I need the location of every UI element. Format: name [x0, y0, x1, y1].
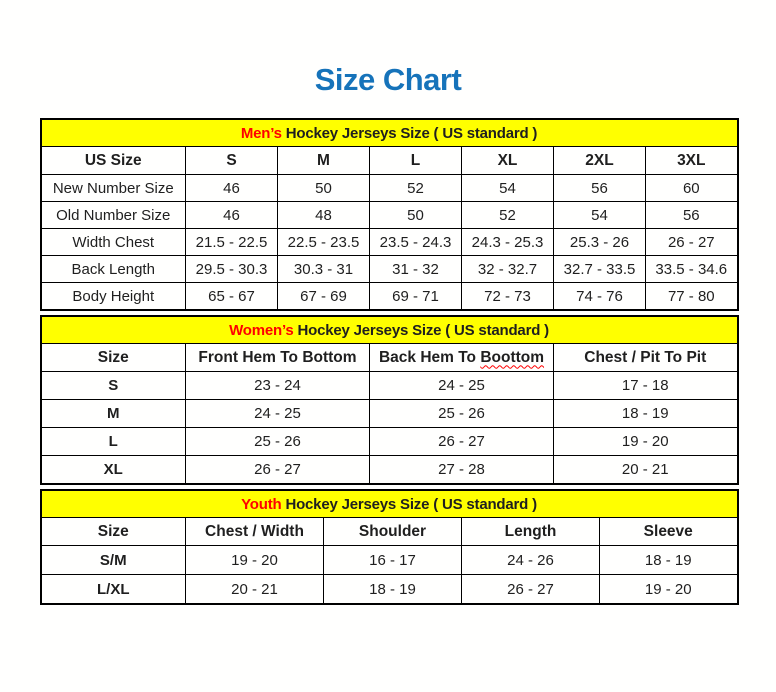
row-label: M [41, 400, 186, 428]
data-cell: 21.5 - 22.5 [186, 229, 278, 256]
youth-header-row [41, 518, 738, 546]
data-cell: 18 - 19 [554, 400, 738, 428]
mens-title-highlight: Men’s [240, 124, 282, 142]
col-header: Size [41, 344, 186, 372]
mens-table-title [41, 119, 738, 147]
data-cell: 69 - 71 [370, 283, 462, 311]
data-cell: 56 [554, 175, 646, 202]
data-cell: 33.5 - 34.6 [646, 256, 738, 283]
womens-caption-row [41, 316, 738, 344]
data-cell: 24 - 26 [462, 546, 600, 575]
row-label: Body Height [41, 283, 186, 311]
data-cell: 72 - 73 [462, 283, 554, 311]
mens-caption-row [41, 119, 738, 147]
col-header: Sleeve [600, 518, 738, 546]
table-row [41, 175, 738, 202]
womens-title-highlight: Women’s [229, 321, 294, 339]
data-cell: 29.5 - 30.3 [186, 256, 278, 283]
data-cell: 18 - 19 [600, 546, 738, 575]
data-cell: 23.5 - 24.3 [370, 229, 462, 256]
col-header: Shoulder [324, 518, 462, 546]
col-header: Length [462, 518, 600, 546]
col-header: Chest / Width [186, 518, 324, 546]
row-label: S/M [41, 546, 186, 575]
table-row [41, 372, 738, 400]
col-header-text: Back Hem To [378, 348, 477, 366]
data-cell: 24.3 - 25.3 [462, 229, 554, 256]
data-cell: 22.5 - 23.5 [278, 229, 370, 256]
row-label: XL [41, 456, 186, 485]
col-header: XL [462, 147, 554, 175]
row-label: L [41, 428, 186, 456]
data-cell: 20 - 21 [186, 575, 324, 605]
data-cell: 50 [370, 202, 462, 229]
table-row [41, 428, 738, 456]
data-cell: 25 - 26 [186, 428, 370, 456]
data-cell: 56 [646, 202, 738, 229]
data-cell: 19 - 20 [186, 546, 324, 575]
data-cell: 19 - 20 [554, 428, 738, 456]
table-row [41, 229, 738, 256]
data-cell: 32 - 32.7 [462, 256, 554, 283]
data-cell: 20 - 21 [554, 456, 738, 485]
table-row [41, 283, 738, 311]
mens-size-table [40, 118, 739, 311]
row-label: Back Length [41, 256, 186, 283]
mens-title-text: Hockey Jerseys Size ( US standard ) [285, 124, 538, 142]
misspelled-word: Boottom [480, 348, 545, 366]
size-chart-stack [40, 118, 737, 605]
data-cell: 19 - 20 [600, 575, 738, 605]
data-cell: 60 [646, 175, 738, 202]
data-cell: 74 - 76 [554, 283, 646, 311]
row-label: Old Number Size [41, 202, 186, 229]
table-row [41, 256, 738, 283]
data-cell: 18 - 19 [324, 575, 462, 605]
table-row [41, 546, 738, 575]
col-header: 2XL [554, 147, 646, 175]
col-header: Front Hem To Bottom [186, 344, 370, 372]
data-cell: 24 - 25 [370, 372, 554, 400]
col-header: M [278, 147, 370, 175]
data-cell: 50 [278, 175, 370, 202]
data-cell: 54 [554, 202, 646, 229]
col-header: US Size [41, 147, 186, 175]
table-row [41, 202, 738, 229]
data-cell: 65 - 67 [186, 283, 278, 311]
table-row [41, 456, 738, 485]
col-header [370, 344, 554, 372]
youth-caption-row [41, 490, 738, 518]
womens-size-table [40, 315, 739, 485]
data-cell: 26 - 27 [646, 229, 738, 256]
row-label: S [41, 372, 186, 400]
col-header: Size [41, 518, 186, 546]
data-cell: 52 [462, 202, 554, 229]
data-cell: 26 - 27 [462, 575, 600, 605]
youth-size-table [40, 489, 739, 605]
data-cell: 31 - 32 [370, 256, 462, 283]
womens-header-row [41, 344, 738, 372]
mens-header-row [41, 147, 738, 175]
data-cell: 17 - 18 [554, 372, 738, 400]
data-cell: 23 - 24 [186, 372, 370, 400]
youth-table-title [41, 490, 738, 518]
row-label: L/XL [41, 575, 186, 605]
data-cell: 25 - 26 [370, 400, 554, 428]
data-cell: 26 - 27 [370, 428, 554, 456]
col-header: 3XL [646, 147, 738, 175]
data-cell: 67 - 69 [278, 283, 370, 311]
data-cell: 48 [278, 202, 370, 229]
page-title: Size Chart [314, 62, 462, 97]
youth-title-highlight: Youth [241, 495, 282, 513]
data-cell: 46 [186, 202, 278, 229]
col-header: S [186, 147, 278, 175]
col-header: Chest / Pit To Pit [554, 344, 738, 372]
data-cell: 26 - 27 [186, 456, 370, 485]
data-cell: 77 - 80 [646, 283, 738, 311]
data-cell: 30.3 - 31 [278, 256, 370, 283]
row-label: Width Chest [41, 229, 186, 256]
youth-title-text: Hockey Jerseys Size ( US standard ) [285, 495, 537, 513]
data-cell: 25.3 - 26 [554, 229, 646, 256]
data-cell: 32.7 - 33.5 [554, 256, 646, 283]
data-cell: 16 - 17 [324, 546, 462, 575]
data-cell: 27 - 28 [370, 456, 554, 485]
row-label: New Number Size [41, 175, 186, 202]
data-cell: 24 - 25 [186, 400, 370, 428]
womens-title-text: Hockey Jerseys Size ( US standard ) [297, 321, 549, 339]
col-header: L [370, 147, 462, 175]
womens-table-title [41, 316, 738, 344]
data-cell: 52 [370, 175, 462, 202]
table-row [41, 400, 738, 428]
table-row [41, 575, 738, 605]
data-cell: 46 [186, 175, 278, 202]
data-cell: 54 [462, 175, 554, 202]
